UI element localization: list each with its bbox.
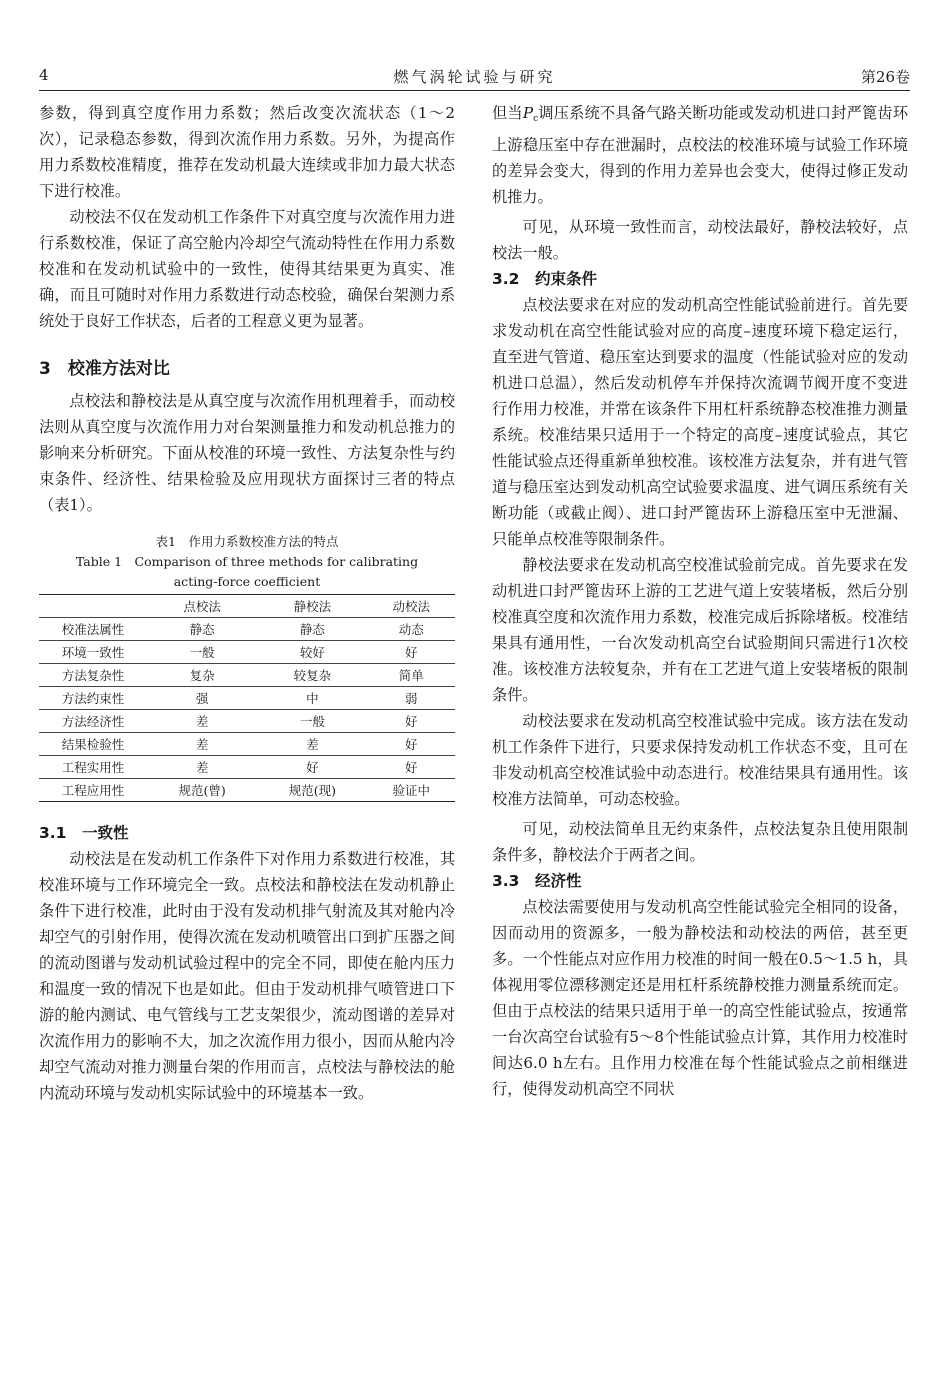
table-cell: 一般 (257, 710, 367, 733)
right-column (492, 100, 908, 1102)
table-header-cell: 点校法 (147, 595, 257, 618)
table-cell: 好 (367, 710, 455, 733)
table-cell: 动态 (367, 618, 455, 641)
table-cell: 差 (147, 710, 257, 733)
table-cell: 弱 (367, 687, 455, 710)
paragraph (492, 100, 908, 210)
volume-label: 第26卷 (860, 68, 910, 86)
table-header-cell: 动校法 (367, 595, 455, 618)
table-cell: 方法复杂性 (39, 664, 147, 687)
subsection-heading: 3.1 一致性 (39, 824, 129, 842)
pressure-symbol: P (522, 104, 534, 122)
table-cell: 规范(曾) (147, 779, 257, 802)
table-cell: 校准法属性 (39, 618, 147, 641)
paragraph: 动校法要求在发动机高空校准试验中完成。该方法在发动机工作条件下进行，只要求保持发动机工作状态不变，且可在非发动机高空校准试验中动态进行。校准结果具有通用性。该校准方法简单，可动态校验。 (492, 712, 908, 808)
table-row (39, 710, 455, 733)
section-heading: 3 校准方法对比 (39, 359, 170, 379)
comparison-table (39, 594, 455, 802)
pressure-subscript: c (533, 114, 539, 124)
table-cell: 较好 (257, 641, 367, 664)
table-caption (39, 532, 455, 592)
table-cell: 差 (257, 733, 367, 756)
paragraph: 动校法不仅在发动机工作条件下对真空度与次流作用力进行系数校准，保证了高空舱内冷却空气流动特性在作用力系数校准和在发动机试验中的一致性，使得其结果更为真实、准确，而且可随时对作用力系数进行动态校验，确保台架测力系统处于良好工作状态，后者的工程意义更为显著。 (39, 208, 455, 330)
table-cell: 方法约束性 (39, 687, 147, 710)
table-cell: 静态 (147, 618, 257, 641)
table-cell: 差 (147, 756, 257, 779)
table-cell: 较复杂 (257, 664, 367, 687)
paragraph: 可见，动校法简单且无约束条件，点校法复杂且使用限制条件多，静校法介于两者之间。 (492, 820, 908, 864)
table-caption-cn: 表1 作用力系数校准方法的特点 (155, 534, 339, 549)
paragraph: 点校法需要使用与发动机高空性能试验完全相同的设备，因而动用的资源多，一般为静校法和动校法的两倍，甚至更多。一个性能点对应作用力校准的时间一般在0.5～1.5 h，具体视用零位漂移测定还是用杠杆系统静校推力测量系统而定。但由于点校法的结果只适用于单一的高空性能试验点，按通常一台次高空台试验有5～8个性能试验点计算，其作用力校准时间达6.0 h左右。且作用力校准在每个性能试验点之前相继进行，使得发动机高空不同状 (492, 898, 908, 1098)
paragraph: 点校法和静校法是从真空度与次流作用机理着手，而动校法则从真空度与次流作用力对台架测量推力和发动机总推力的影响来分析研究。下面从校准的环境一致性、方法复杂性与约束条件、经济性、结果检验及应用现状方面探讨三者的特点（表1）。 (39, 392, 455, 514)
table-cell: 好 (367, 756, 455, 779)
table-cell: 工程应用性 (39, 779, 147, 802)
table-cell: 强 (147, 687, 257, 710)
table-cell: 简单 (367, 664, 455, 687)
paragraph: 可见，从环境一致性而言，动校法最好，静校法较好，点校法一般。 (492, 218, 908, 262)
table-cell: 方法经济性 (39, 710, 147, 733)
paragraph: 动校法是在发动机工作条件下对作用力系数进行校准，其校准环境与工作环境完全一致。点校法和静校法在发动机静止条件下进行校准，此时由于没有发动机排气射流及其对舱内冷却空气的引射作用，使得次流在发动机喷管出口到扩压器之间的流动图谱与发动机试验过程中的完全不同，即使在舱内压力和温度一致的情况下也是如此。但由于发动机排气喷管进口下游的舱内测试、电气管线与工艺支架很少，流动图谱的差异对次流作用力的影响不大，加之次流作用力很小，因而从舱内冷却空气流动对推力测量台架的作用而言，点校法与静校法的舱内流动环境与发动机实际试验中的环境基本一致。 (39, 850, 455, 1102)
table-cell: 结果检验性 (39, 733, 147, 756)
table-caption-en: Table 1 Comparison of three methods for calibrating (75, 554, 419, 569)
table-caption-en: acting-force coefficient (173, 574, 321, 589)
table-cell: 验证中 (367, 779, 455, 802)
table-row (39, 664, 455, 687)
running-header (39, 64, 910, 91)
table-cell: 规范(现) (257, 779, 367, 802)
table-header-cell (39, 595, 147, 618)
table-cell: 复杂 (147, 664, 257, 687)
table-cell: 环境一致性 (39, 641, 147, 664)
text-run: 但当 (492, 104, 523, 122)
table-cell: 静态 (257, 618, 367, 641)
table-cell: 中 (257, 687, 367, 710)
table-row (39, 687, 455, 710)
subsection-heading: 3.3 经济性 (492, 872, 582, 890)
table-row (39, 618, 455, 641)
table-cell: 差 (147, 733, 257, 756)
paragraph: 点校法要求在对应的发动机高空性能试验前进行。首先要求发动机在高空性能试验对应的高度–速度环境下稳定运行，直至进气管道、稳压室达到要求的温度（性能试验对应的发动机进口总温），然后发动机停车并保持次流调节阀开度不变进行作用力校准，并常在该条件下用杠杆系统静态校准推力测量系统。校准结果只适用于一个特定的高度–速度试验点，其它性能试验点还得重新单独校准。该校准方法复杂，并有进气管道与稳压室达到发动机高空试验要求温度、进气调压系统有关断功能（或截止阀）、进口封严篦齿环上游稳压室中无泄漏、只能单点校准等限制条件。 (492, 296, 908, 548)
paragraph: 参数，得到真空度作用力系数；然后改变次流状态（1～2次），记录稳态参数，得到次流作用力系数。另外，为提高作用力系数校准精度，推荐在发动机最大连续或非加力最大状态下进行校准。 (39, 104, 455, 200)
table-cell: 工程实用性 (39, 756, 147, 779)
text-run: 调压系统不具备气路关断功能或发动机进口封严篦齿环上游稳压室中存在泄漏时，点校法的校准环境与试验工作环境的差异会变大，得到的作用力差异也会变大，使得过修正发动机推力。 (492, 104, 909, 206)
page-number: 4 (39, 66, 49, 84)
table-row (39, 756, 455, 779)
table-cell: 好 (367, 733, 455, 756)
table-row (39, 733, 455, 756)
table-cell: 好 (257, 756, 367, 779)
paragraph: 静校法要求在发动机高空校准试验前完成。首先要求在发动机进口封严篦齿环上游的工艺进气道上安装堵板，然后分别校准真空度和次流作用力系数，校准完成后拆除堵板。校准结果具有通用性，一台次发动机高空台试验期间只需进行1次校准。该校准方法较复杂，并有在工艺进气道上安装堵板的限制条件。 (492, 556, 908, 704)
journal-title: 燃气涡轮试验与研究 (393, 68, 556, 86)
table-header-cell: 静校法 (257, 595, 367, 618)
left-column (39, 100, 455, 1106)
subsection-heading: 3.2 约束条件 (492, 270, 597, 288)
table-header-row (39, 595, 455, 618)
table-row (39, 641, 455, 664)
table-cell: 好 (367, 641, 455, 664)
table-row (39, 779, 455, 802)
table-cell: 一般 (147, 641, 257, 664)
